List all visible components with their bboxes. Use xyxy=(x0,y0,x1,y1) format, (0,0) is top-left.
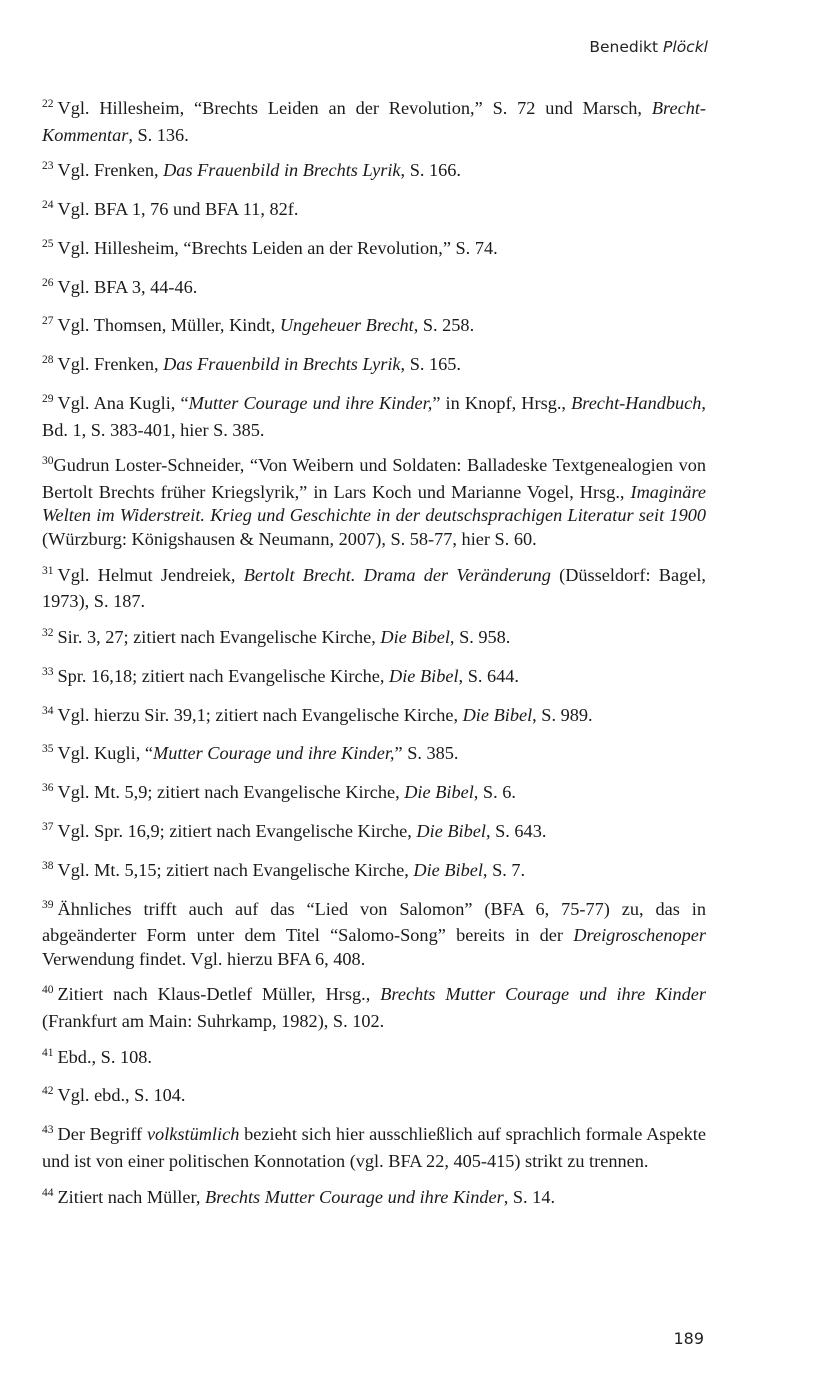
note-title: Brechts Mutter Courage und ihre Kinder xyxy=(380,984,706,1005)
note-text: Ebd., S. 108. xyxy=(57,1046,152,1067)
note-number: 36 xyxy=(42,782,54,795)
note-text: (Würzburg: Königshausen & Neumann, 2007), S. 58-77, hier S. 60. xyxy=(42,528,537,549)
endnote-25 xyxy=(42,237,706,264)
endnote-35 xyxy=(42,742,706,769)
endnote-24 xyxy=(42,198,706,225)
note-text: , S. 7. xyxy=(482,859,526,880)
note-text: Sir. 3, 27; zitiert nach Evangelische Kirche, xyxy=(57,626,381,647)
note-number: 40 xyxy=(42,984,54,997)
note-title: Bertolt Brecht. Drama der Veränderung xyxy=(243,564,551,585)
endnote-40 xyxy=(42,983,706,1033)
endnote-44 xyxy=(42,1186,706,1213)
note-title: Die Bibel xyxy=(380,626,450,647)
note-number: 22 xyxy=(42,98,54,110)
endnote-28 xyxy=(42,353,706,380)
endnote-26 xyxy=(42,276,706,303)
note-title: Das Frauenbild in Brechts Lyrik xyxy=(163,160,401,181)
note-title: Ungeheuer Brecht xyxy=(279,315,414,336)
note-text: , S. 258. xyxy=(413,315,475,336)
running-header xyxy=(589,38,708,56)
note-number: 44 xyxy=(42,1186,54,1199)
note-title: Das Frauenbild in Brechts Lyrik xyxy=(163,354,401,375)
note-number: 26 xyxy=(42,276,54,289)
note-text: Vgl. BFA 3, 44-46. xyxy=(57,276,198,297)
note-number: 38 xyxy=(42,859,54,872)
endnote-37 xyxy=(42,820,706,847)
endnote-41 xyxy=(42,1046,706,1073)
endnote-23 xyxy=(42,159,706,186)
note-title: Die Bibel xyxy=(462,704,533,725)
note-text: Vgl. Hillesheim, “Brechts Leiden an der Revolution,” S. 72 und Marsch, xyxy=(57,98,652,118)
note-title: Die Bibel xyxy=(413,859,483,880)
endnote-34 xyxy=(42,704,706,731)
note-text: , S. 644. xyxy=(458,665,519,686)
note-text: Verwendung findet. Vgl. hierzu BFA 6, 408. xyxy=(42,948,366,969)
endnote-33 xyxy=(42,665,706,692)
note-number: 33 xyxy=(42,665,54,678)
note-text: Vgl. Frenken, xyxy=(57,354,164,375)
note-text: Vgl. Helmut Jendreiek, xyxy=(57,564,244,585)
note-title: Brecht-Handbuch xyxy=(571,393,702,414)
note-text: , S. 989. xyxy=(532,704,593,725)
note-title: Die Bibel xyxy=(416,820,486,841)
note-title: Die Bibel xyxy=(389,665,459,686)
note-text: , Bd. 1, S. 383-401, hier S. 385. xyxy=(42,393,706,440)
note-text: , S. 14. xyxy=(503,1186,556,1207)
endnote-30 xyxy=(42,454,706,551)
note-text: Vgl. Mt. 5,15; zitiert nach Evangelische Kirche, xyxy=(57,859,414,880)
note-text: Vgl. Thomsen, Müller, Kindt, xyxy=(57,315,280,336)
note-number: 24 xyxy=(42,199,54,212)
endnote-31 xyxy=(42,564,706,614)
note-text: , S. 6. xyxy=(473,782,516,803)
note-number: 43 xyxy=(42,1124,54,1137)
note-text: , S. 643. xyxy=(485,820,547,841)
page-number: 189 xyxy=(673,1329,704,1348)
note-number: 32 xyxy=(42,626,54,639)
note-number: 30 xyxy=(42,455,54,468)
endnote-42 xyxy=(42,1084,706,1111)
note-text: , S. 136. xyxy=(128,124,189,145)
note-title: Die Bibel xyxy=(404,782,474,803)
note-title: volkstümlich xyxy=(146,1124,240,1145)
note-title: Mutter Courage und ihre Kinder, xyxy=(152,743,395,764)
note-text: Vgl. Kugli, “ xyxy=(57,743,153,764)
note-number: 42 xyxy=(42,1085,54,1098)
note-text: Zitiert nach Klaus-Detlef Müller, Hrsg., xyxy=(57,984,381,1005)
note-text: ” in Knopf, Hrsg., xyxy=(432,393,572,414)
endnote-39 xyxy=(42,898,706,972)
note-number: 25 xyxy=(42,237,54,250)
note-text: Vgl. Ana Kugli, “ xyxy=(57,393,189,414)
note-text: , S. 958. xyxy=(449,626,511,647)
note-text: bezieht sich hier ausschließlich auf sprachlich formale Aspekte und ist von einer politischen Konnotation (vgl. BFA 22, 405-415) strikt zu trennen. xyxy=(42,1124,707,1171)
note-number: 29 xyxy=(42,393,54,406)
note-text: ” S. 385. xyxy=(394,743,459,764)
note-title: Brechts Mutter Courage und ihre Kinder xyxy=(205,1186,504,1207)
note-title: Brecht-Kommentar xyxy=(42,98,706,145)
note-text: Vgl. Spr. 16,9; zitiert nach Evangelische Kirche, xyxy=(57,820,417,841)
endnote-32 xyxy=(42,626,706,653)
note-text: , S. 166. xyxy=(400,160,461,181)
note-text: Vgl. Hillesheim, “Brechts Leiden an der Revolution,” S. 74. xyxy=(57,237,498,258)
note-number: 34 xyxy=(42,704,54,717)
note-text: Vgl. Mt. 5,9; zitiert nach Evangelische Kirche, xyxy=(57,782,405,803)
note-number: 27 xyxy=(42,315,54,328)
note-title: Imaginäre Welten im Widerstreit. Krieg und Geschichte in der deutschsprachigen Literatur seit 1900 xyxy=(42,481,706,526)
note-text: Der Begriff xyxy=(57,1124,147,1145)
note-number: 39 xyxy=(42,898,54,911)
endnote-36 xyxy=(42,781,706,808)
note-text: Vgl. ebd., S. 104. xyxy=(57,1085,186,1106)
note-number: 31 xyxy=(42,564,54,577)
note-number: 37 xyxy=(42,820,54,833)
endnote-27 xyxy=(42,314,706,341)
note-number: 41 xyxy=(42,1046,54,1059)
note-title: Dreigroschenoper xyxy=(573,925,706,946)
note-text: (Düsseldorf: Bagel, 1973), S. 187. xyxy=(42,564,706,612)
note-number: 28 xyxy=(42,354,54,367)
endnote-38 xyxy=(42,859,706,886)
note-text: Gudrun Loster-Schneider, “Von Weibern und Soldaten: Balladeske Textgenealogien von Bertolt Brechts früher Kriegslyrik,” in Lars Koch und Marianne Vogel, Hrsg., xyxy=(42,455,706,502)
note-text: Vgl. Frenken, xyxy=(57,160,164,181)
endnote-22 xyxy=(42,97,706,147)
note-text: Spr. 16,18; zitiert nach Evangelische Kirche, xyxy=(57,665,389,686)
note-text: (Frankfurt am Main: Suhrkamp, 1982), S. 102. xyxy=(42,1010,385,1031)
note-text: Vgl. BFA 1, 76 und BFA 11, 82f. xyxy=(57,199,299,220)
note-text: , S. 165. xyxy=(400,354,461,375)
author-last-name: Plöckl xyxy=(663,38,708,56)
endnote-43 xyxy=(42,1123,706,1173)
note-title: Mutter Courage und ihre Kinder, xyxy=(188,393,433,414)
endnote-29 xyxy=(42,392,706,442)
note-text: Ähnliches trifft auch auf das “Lied von Salomon” (BFA 6, 75-77) zu, das in abgeänderter Form unter dem Titel “Salomo-Song” bereits in der xyxy=(42,898,706,946)
note-text: Zitiert nach Müller, xyxy=(57,1186,205,1207)
author-first-name: Benedikt xyxy=(589,38,659,56)
note-number: 35 xyxy=(42,743,54,756)
note-number: 23 xyxy=(42,160,54,173)
endnotes-list xyxy=(42,97,706,1224)
note-text: Vgl. hierzu Sir. 39,1; zitiert nach Evangelische Kirche, xyxy=(57,704,463,725)
